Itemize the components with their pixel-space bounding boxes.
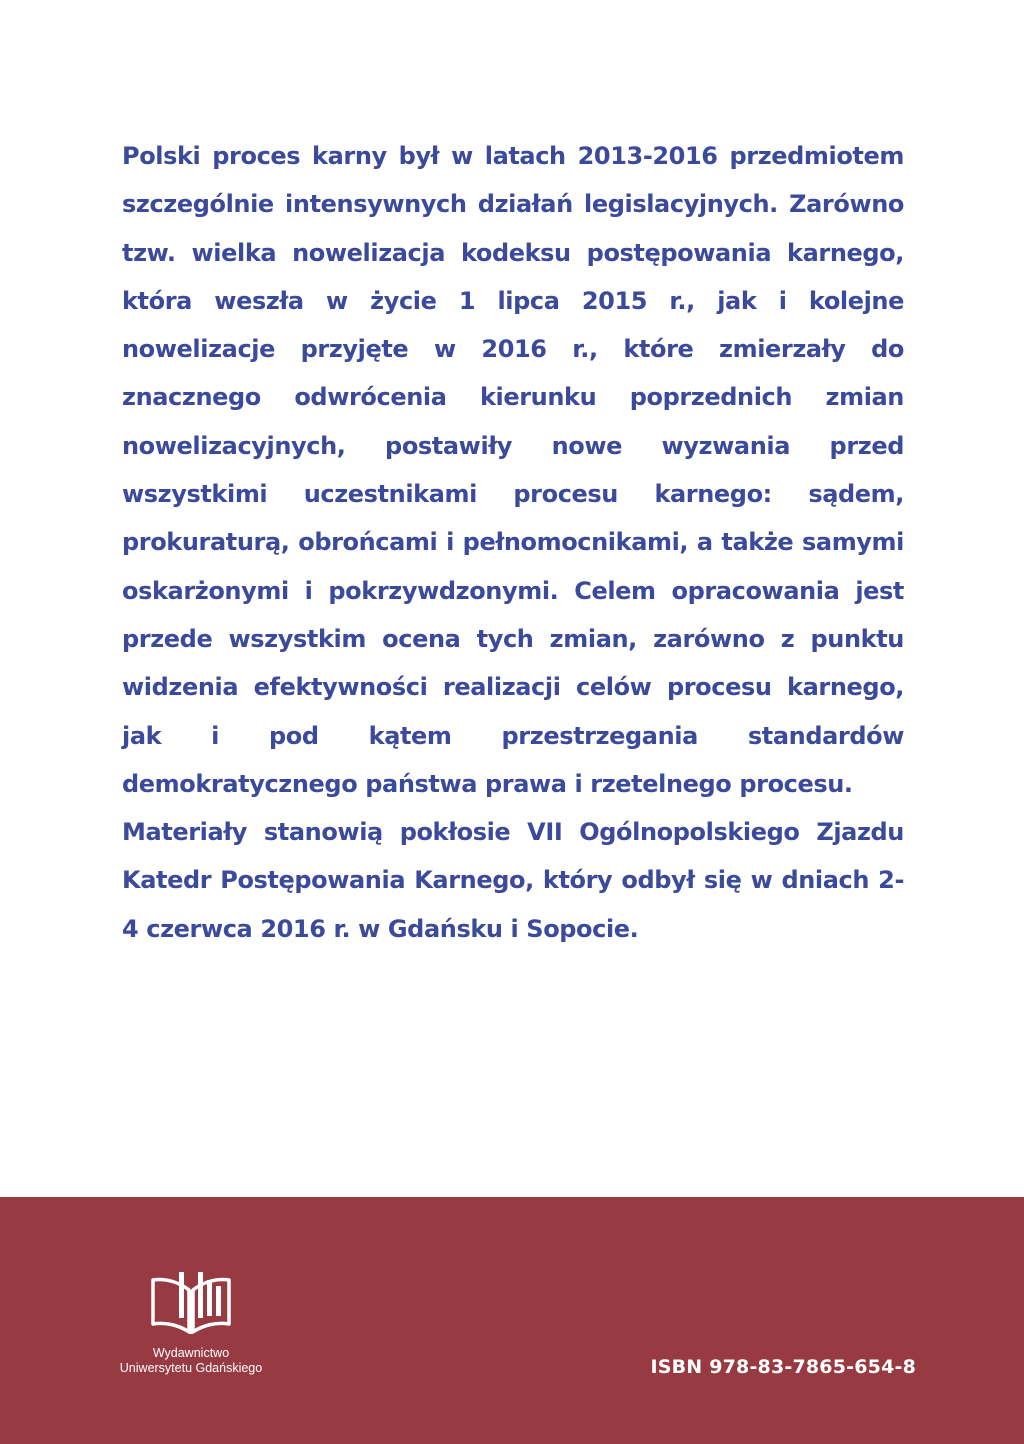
description-paragraph: Materiały stanowią pokłosie VII Ogólnopolskiego Zjazdu Katedr Postępowania Karnego, który odbył się w dniach 2-4 czerwca 2016 r. w Gdańsku i Sopocie. (122, 818, 904, 943)
open-book-icon (143, 1270, 239, 1340)
publisher-name-line: Wydawnictwo (152, 1346, 230, 1360)
isbn: ISBN 978-83-7865-654-8 (650, 1356, 916, 1378)
publisher-name (106, 1346, 276, 1376)
publisher-logo (106, 1270, 276, 1376)
description-text (122, 132, 904, 953)
publisher-name-line: Uniwersytetu Gdańskiego (119, 1361, 263, 1375)
description-paragraph: Polski proces karny był w latach 2013-2016 przedmiotem szczególnie intensywnych działań legislacyjnych. Zarówno tzw. wielka nowelizacja kodeksu postępowania karnego, która weszła w życie 1 lipca 2015 r., jak i kolejne nowelizacje przyjęte w 2016 r., które zmierzały do znacznego odwrócenia kierunku poprzednich zmian nowelizacyjnych, postawiły nowe wyzwania przed wszystkimi uczestnikami procesu karnego: sądem, prokuraturą, obrońcami i pełnomocnikami, a także samymi oskarżonymi i pokrzywdzonymi. Celem opracowania jest przede wszystkim ocena tych zmian, zarówno z punktu widzenia efektywności realizacji celów procesu karnego, jak i pod kątem przestrzegania standardów demokratycznego państwa prawa i rzetelnego procesu. (122, 142, 904, 798)
